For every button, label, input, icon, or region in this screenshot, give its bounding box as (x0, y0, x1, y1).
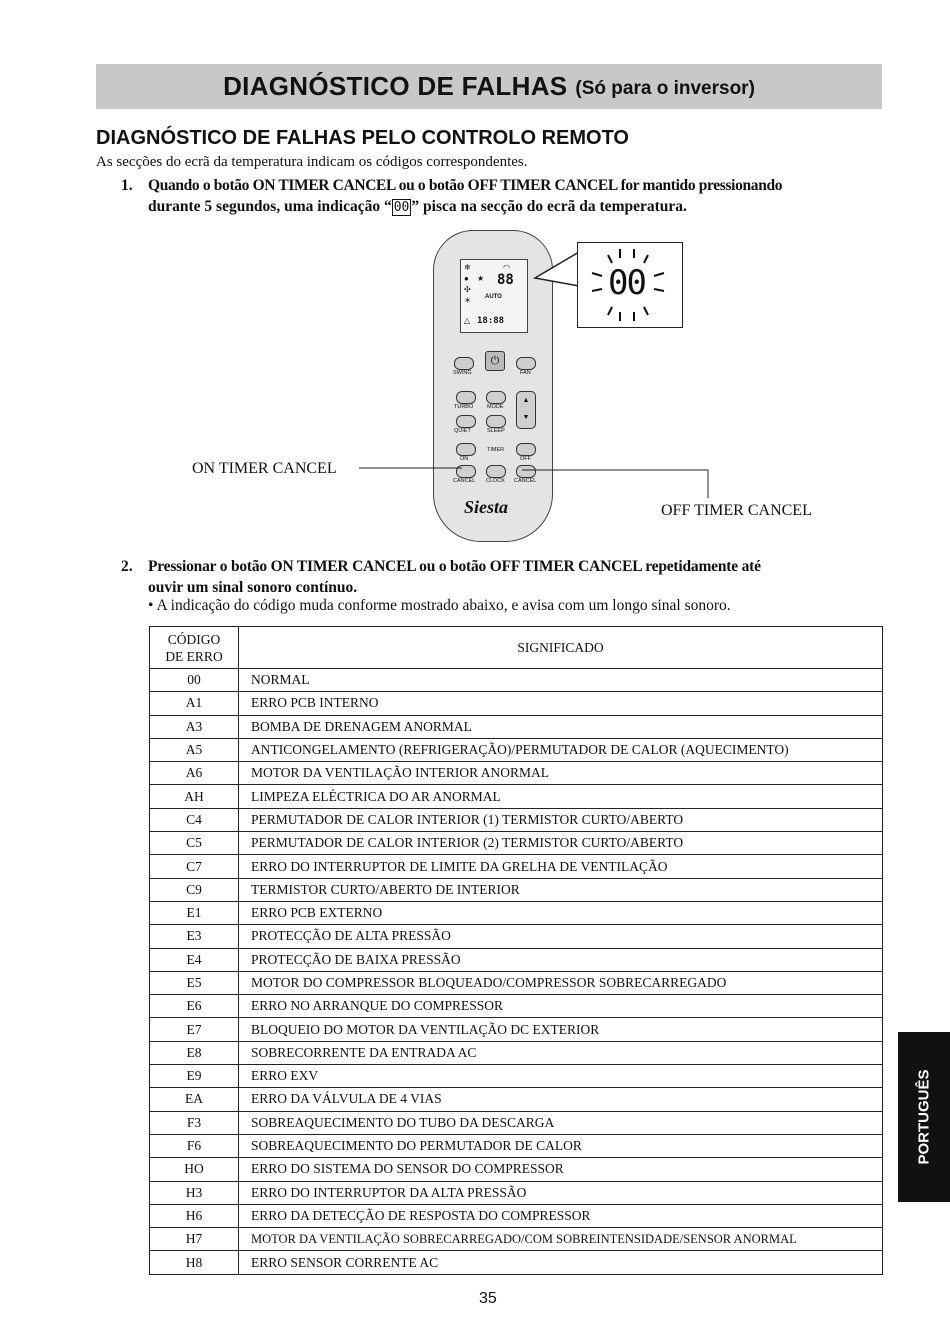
swing-label: SWING (453, 370, 472, 376)
error-code-cell: AH (150, 785, 239, 808)
table-row (150, 715, 883, 738)
callout-display-digits: 00 (608, 263, 645, 303)
error-code-cell: H7 (150, 1228, 239, 1251)
error-code-cell: H8 (150, 1251, 239, 1274)
meaning-cell: PROTECÇÃO DE BAIXA PRESSÃO (239, 948, 883, 971)
on-label: ON (460, 456, 469, 462)
meaning-cell: ERRO EXV (239, 1065, 883, 1088)
fan-label: FAN (520, 370, 531, 376)
table-row (150, 1181, 883, 1204)
error-code-cell: E8 (150, 1041, 239, 1064)
meaning-cell: ERRO DO INTERRUPTOR DE LIMITE DA GRELHA DE VENTILAÇÃO (239, 855, 883, 878)
error-code-table (149, 626, 883, 1275)
step-1-line-1: Quando o botão ON TIMER CANCEL ou o botão OFF TIMER CANCEL for mantido pressionando (148, 177, 783, 194)
table-row (150, 855, 883, 878)
temperature-rocker[interactable]: ▲ ▼ (516, 391, 536, 429)
error-code-cell: E6 (150, 995, 239, 1018)
table-row (150, 1088, 883, 1111)
table-row (150, 1251, 883, 1274)
meaning-cell: SOBREAQUECIMENTO DO PERMUTADOR DE CALOR (239, 1134, 883, 1157)
quiet-label: QUIET (454, 428, 471, 434)
step-2-line-2: ouvir um sinal sonoro contínuo. (148, 579, 358, 596)
table-row (150, 925, 883, 948)
step-2-line-1: Pressionar o botão ON TIMER CANCEL ou o botão OFF TIMER CANCEL repetidamente até (148, 558, 761, 575)
error-code-cell: A6 (150, 762, 239, 785)
step-2 (121, 556, 886, 600)
cancel-right-label: CANCEL (514, 478, 537, 484)
drop-icon: ● (464, 274, 469, 283)
table-row (150, 1041, 883, 1064)
table-row (150, 995, 883, 1018)
segment-glyph: 00 (393, 200, 410, 215)
error-code-cell: E1 (150, 901, 239, 924)
snow-icon: ❄ (464, 263, 471, 272)
header-error-code-line-1: CÓDIGO (167, 631, 221, 647)
meaning-cell: ERRO DO INTERRUPTOR DA ALTA PRESSÃO (239, 1181, 883, 1204)
meaning-cell: SOBREAQUECIMENTO DO TUBO DA DESCARGA (239, 1111, 883, 1134)
meaning-cell: ERRO DO SISTEMA DO SENSOR DO COMPRESSOR (239, 1158, 883, 1181)
meaning-cell: NORMAL (239, 669, 883, 692)
error-code-cell: E7 (150, 1018, 239, 1041)
clock-label: CLOCK (486, 478, 505, 484)
step-1-line-2-a: durante 5 segundos, uma indicação “ (148, 198, 392, 215)
on-timer-cancel-label: ON TIMER CANCEL (192, 460, 337, 477)
error-code-cell: HO (150, 1158, 239, 1181)
step-1-line-2-b: ” pisca na secção do ecrã da temperatura. (411, 198, 687, 215)
error-code-cell: E4 (150, 948, 239, 971)
table-row (150, 971, 883, 994)
table-header-row (150, 627, 883, 669)
lcd-temperature-digits: 88 (497, 272, 514, 288)
sleep-label: SLEEP (487, 428, 505, 434)
table-row (150, 1134, 883, 1157)
meaning-cell: SOBRECORRENTE DA ENTRADA AC (239, 1041, 883, 1064)
section-title: DIAGNÓSTICO DE FALHAS PELO CONTROLO REMOTO (96, 127, 629, 149)
table-row (150, 738, 883, 761)
error-code-cell: A1 (150, 692, 239, 715)
error-code-cell: F3 (150, 1111, 239, 1134)
table-row (150, 1111, 883, 1134)
turbo-label: TURBO (454, 404, 474, 410)
warning-icon: △ (464, 316, 471, 325)
table-row (150, 1204, 883, 1227)
header-error-code-line-2: DE ERRO (165, 648, 223, 664)
table-row (150, 692, 883, 715)
mode-label: MODE (487, 404, 504, 410)
meaning-cell: MOTOR DO COMPRESSOR BLOQUEADO/COMPRESSOR SOBRECARREGADO (239, 971, 883, 994)
language-tab-label: PORTUGUÊS (915, 1069, 933, 1165)
error-code-cell: E9 (150, 1065, 239, 1088)
meaning-cell: MOTOR DA VENTILAÇÃO SOBRECARREGADO/COM SOBREINTENSIDADE/SENSOR ANORMAL (239, 1228, 883, 1251)
wifi-icon: ◠ (503, 263, 510, 272)
timer-label: TIMER (487, 447, 505, 453)
display-callout (577, 242, 683, 328)
error-code-cell: EA (150, 1088, 239, 1111)
brand-logo: Siesta (464, 497, 509, 517)
error-code-cell: A5 (150, 738, 239, 761)
meaning-cell: BOMBA DE DRENAGEM ANORMAL (239, 715, 883, 738)
fan-icon: ✣ (464, 285, 471, 294)
off-label: OFF (520, 456, 531, 462)
meaning-cell: ANTICONGELAMENTO (REFRIGERAÇÃO)/PERMUTADOR DE CALOR (AQUECIMENTO) (239, 738, 883, 761)
star-icon: ★ (477, 274, 485, 283)
meaning-cell: ERRO DA VÁLVULA DE 4 VIAS (239, 1088, 883, 1111)
callout-pointer (535, 252, 579, 286)
error-code-cell: H6 (150, 1204, 239, 1227)
table-row (150, 808, 883, 831)
off-timer-leader (522, 470, 708, 498)
step-2-number: 2. (121, 558, 133, 575)
table-row (150, 832, 883, 855)
cancel-left-label: CANCEL (453, 478, 476, 484)
error-code-cell: C4 (150, 808, 239, 831)
table-row (150, 1228, 883, 1251)
header-error-code (150, 627, 239, 669)
power-button[interactable]: ⏻ (485, 351, 505, 371)
table-row (150, 1018, 883, 1041)
step-1-number: 1. (121, 177, 133, 194)
off-timer-cancel-label: OFF TIMER CANCEL (661, 502, 812, 519)
error-code-cell: C7 (150, 855, 239, 878)
page-title: DIAGNÓSTICO DE FALHAS (223, 71, 568, 101)
meaning-cell: ERRO DA DETECÇÃO DE RESPOSTA DO COMPRESSOR (239, 1204, 883, 1227)
lcd-auto: AUTO (485, 294, 502, 300)
meaning-cell: ERRO NO ARRANQUE DO COMPRESSOR (239, 995, 883, 1018)
table-row (150, 878, 883, 901)
table-row (150, 1065, 883, 1088)
page-subtitle: (Só para o inversor) (575, 77, 755, 99)
meaning-cell: MOTOR DA VENTILAÇÃO INTERIOR ANORMAL (239, 762, 883, 785)
table-row (150, 948, 883, 971)
meaning-cell: PROTECÇÃO DE ALTA PRESSÃO (239, 925, 883, 948)
error-code-cell: A3 (150, 715, 239, 738)
language-tab (898, 1032, 950, 1202)
page-number: 35 (479, 1290, 497, 1307)
meaning-cell: PERMUTADOR DE CALOR INTERIOR (1) TERMISTOR CURTO/ABERTO (239, 808, 883, 831)
meaning-cell: PERMUTADOR DE CALOR INTERIOR (2) TERMISTOR CURTO/ABERTO (239, 832, 883, 855)
error-code-cell: E5 (150, 971, 239, 994)
sun-icon: ☀ (464, 296, 472, 305)
meaning-cell: ERRO SENSOR CORRENTE AC (239, 1251, 883, 1274)
meaning-cell: BLOQUEIO DO MOTOR DA VENTILAÇÃO DC EXTERIOR (239, 1018, 883, 1041)
error-code-cell: H3 (150, 1181, 239, 1204)
header-meaning: SIGNIFICADO (239, 627, 883, 669)
error-code-cell: C5 (150, 832, 239, 855)
lcd-clock: 18:88 (477, 316, 505, 326)
meaning-cell: ERRO PCB INTERNO (239, 692, 883, 715)
table-row (150, 901, 883, 924)
meaning-cell: TERMISTOR CURTO/ABERTO DE INTERIOR (239, 878, 883, 901)
error-code-cell: E3 (150, 925, 239, 948)
meaning-cell: LIMPEZA ELÉCTRICA DO AR ANORMAL (239, 785, 883, 808)
table-row (150, 669, 883, 692)
step-2-bullet: • A indicação do código muda conforme mostrado abaixo, e avisa com um longo sinal sonoro. (148, 597, 731, 614)
error-code-cell: 00 (150, 669, 239, 692)
table-row (150, 762, 883, 785)
table-row (150, 1158, 883, 1181)
meaning-cell: ERRO PCB EXTERNO (239, 901, 883, 924)
error-code-cell: F6 (150, 1134, 239, 1157)
error-code-cell: C9 (150, 878, 239, 901)
table-row (150, 785, 883, 808)
intro-text: As secções do ecrã da temperatura indicam os códigos correspondentes. (96, 154, 528, 170)
